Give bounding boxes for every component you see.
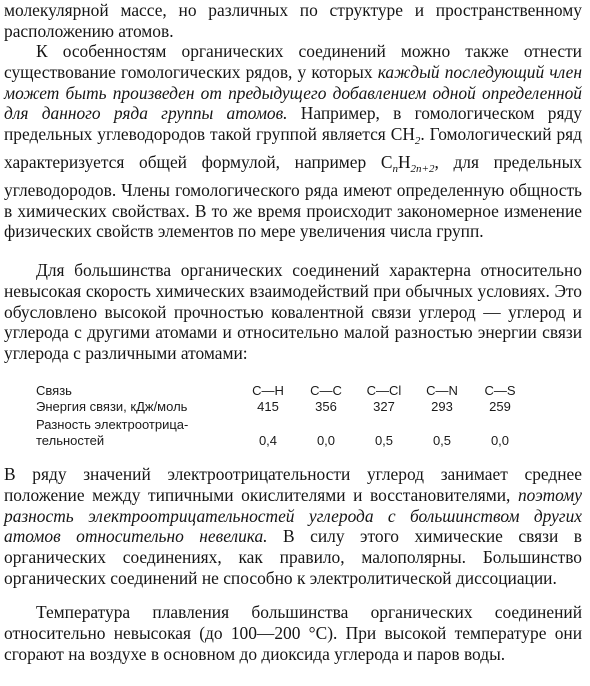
table-cell-bond: C—H xyxy=(252,383,284,398)
table-cell-bond: C—S xyxy=(484,383,516,398)
table-cell-en-diff: 0,0 xyxy=(316,433,336,448)
table-cell-en-diff: 0,5 xyxy=(432,433,452,448)
formula-ch2-sub: 2 xyxy=(414,135,421,148)
table-cell-en-diff: 0,4 xyxy=(258,433,278,448)
table-label-bond: Связь xyxy=(36,383,72,398)
table-cell-bond: C—N xyxy=(426,383,458,398)
paragraph-3-text: Для большинства органических соединений характерна относительно невысокая скорость химических взаимодействий при обычных условиях. Это обусловлено высокой прочностью ковалентной связи углерод — углерод и углерода с другими атомами и относительно малой разностью энергии связи углерода с различными атомами: xyxy=(4,260,582,364)
p4-text-c: В силу этого химические связи в органических соединениях, как правило, малополярны. Большинство органических соединений не способно к электролитической диссоциации. xyxy=(4,526,582,588)
formula-sub-2n2: 2n+2 xyxy=(410,162,435,175)
p2-text-c: Например, в гомологическом ряду предельных углеводородов такой группой является xyxy=(4,103,582,145)
paragraph-5-text: Температура плавления большинства органических соединений относительно невысокая (до 100—200 °С). При высокой температуре они сгорают на воздухе в основном до диоксида углерода и паров воды. xyxy=(4,602,582,664)
paragraph-4 xyxy=(4,464,582,589)
formula-ch2: CH xyxy=(390,124,415,145)
table-label-en-diff-2: тельностей xyxy=(36,433,105,448)
p4-text-b-italic: поэтому разность электроотрицательностей углерода с большинством других атомов относительно невелика. xyxy=(4,484,582,547)
formula-sub-n: n xyxy=(392,162,398,175)
table-cell-bond: C—C xyxy=(310,383,342,398)
paragraph-5 xyxy=(4,602,582,664)
p2-text-e: , для предельных углеводородов. Члены гомологического ряда имеют определенную общность в химических свойствах. В то же время происходит закономерное изменение физических свойств элементов по мере увеличения числа групп. xyxy=(4,151,582,242)
table-label-en-diff-1: Разность электроотрица- xyxy=(36,417,189,432)
table-cell-energy: 327 xyxy=(373,399,395,414)
formula-h: H xyxy=(397,151,411,172)
formula-cnh: C xyxy=(380,151,393,172)
p4-text-a: В ряду значений электроотрицательности углерод занимает среднее положение между типичными окислителями и восстановителями, xyxy=(4,464,582,505)
paragraph-1 xyxy=(4,0,582,42)
table-cell-energy: 356 xyxy=(315,399,337,414)
p2-text-b-italic: каждый последующий член может быть произведен от предыдущего добавлением одной определенной для данного ряда группы атомов. xyxy=(4,61,583,124)
p2-text-a: К особенностям органических соединений можно также отнести существование гомологических рядов, у которых xyxy=(4,41,582,82)
paragraph-1-text: молекулярной массе, но различных по структуре и пространственному расположению атомов. xyxy=(4,0,582,41)
table-cell-en-diff: 0,0 xyxy=(490,433,510,448)
table-cell-energy: 293 xyxy=(431,399,453,414)
table-cell-energy: 259 xyxy=(489,399,511,414)
table-label-energy: Энергия связи, кДж/моль xyxy=(36,399,188,414)
p2-text-d: . Гомологический ряд характеризуется общей формулой, например xyxy=(4,124,582,172)
paragraph-3 xyxy=(4,260,582,364)
table-cell-bond: C—Cl xyxy=(366,383,402,398)
paragraph-2 xyxy=(4,41,582,242)
table-cell-en-diff: 0,5 xyxy=(374,433,394,448)
table-cell-energy: 415 xyxy=(257,399,279,414)
